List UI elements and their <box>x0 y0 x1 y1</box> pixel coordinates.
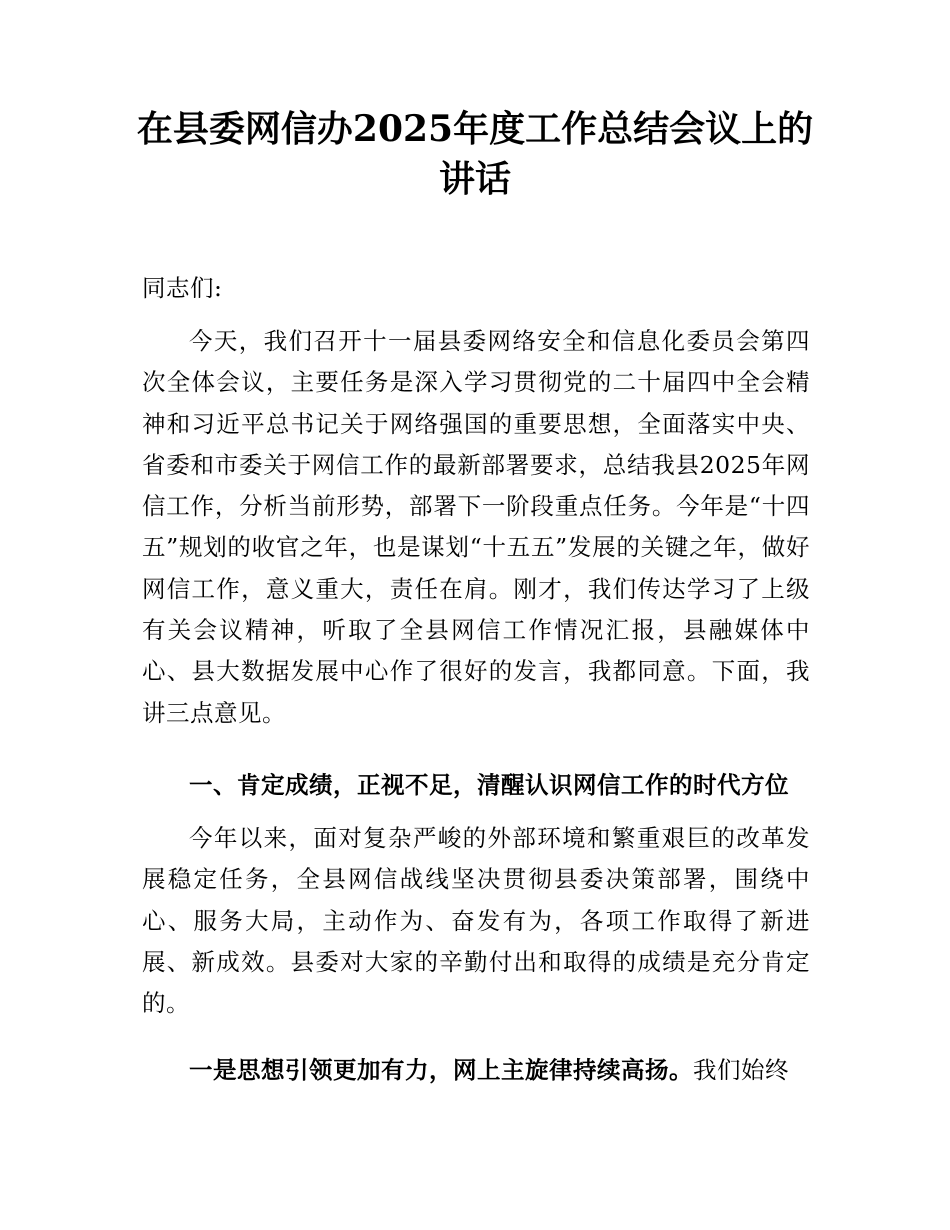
point-one-lead: 一是思想引领更加有力，网上主旋律持续高扬。 <box>189 1056 693 1084</box>
paragraph-point-one <box>142 1050 810 1091</box>
paragraph-intro: 今天，我们召开十一届县委网络安全和信息化委员会第四次全体会议，主要任务是深入学习贯彻党的二十届四中全会精神和习近平总书记关于网络强国的重要思想，全面落实中央、省委和市委关于网信工作的最新部署要求，总结我县2025年网信工作，分析当前形势，部署下一阶段重点任务。今年是“十四五”规划的收官之年，也是谋划“十五五”发展的关键之年，做好网信工作，意义重大，责任在肩。刚才，我们传达学习了上级有关会议精神，听取了全县网信工作情况汇报，县融媒体中心、县大数据发展中心作了很好的发言，我都同意。下面，我讲三点意见。 <box>142 327 810 727</box>
paragraph-achievements: 今年以来，面对复杂严峻的外部环境和繁重艰巨的改革发展稳定任务，全县网信战线坚决贯彻县委决策部署，围绕中心、服务大局，主动作为、奋发有为，各项工作取得了新进展、新成效。县委对大家的辛勤付出和取得的成绩是充分肯定的。 <box>142 824 810 1018</box>
point-one-text: 我们始终 <box>693 1056 789 1084</box>
section-heading-1: 一、肯定成绩，正视不足，清醒认识网信工作的时代方位 <box>189 771 789 799</box>
salutation: 同志们: <box>142 274 223 302</box>
document-title: 在县委网信办2025年度工作总结会议上的讲话 <box>136 108 814 200</box>
